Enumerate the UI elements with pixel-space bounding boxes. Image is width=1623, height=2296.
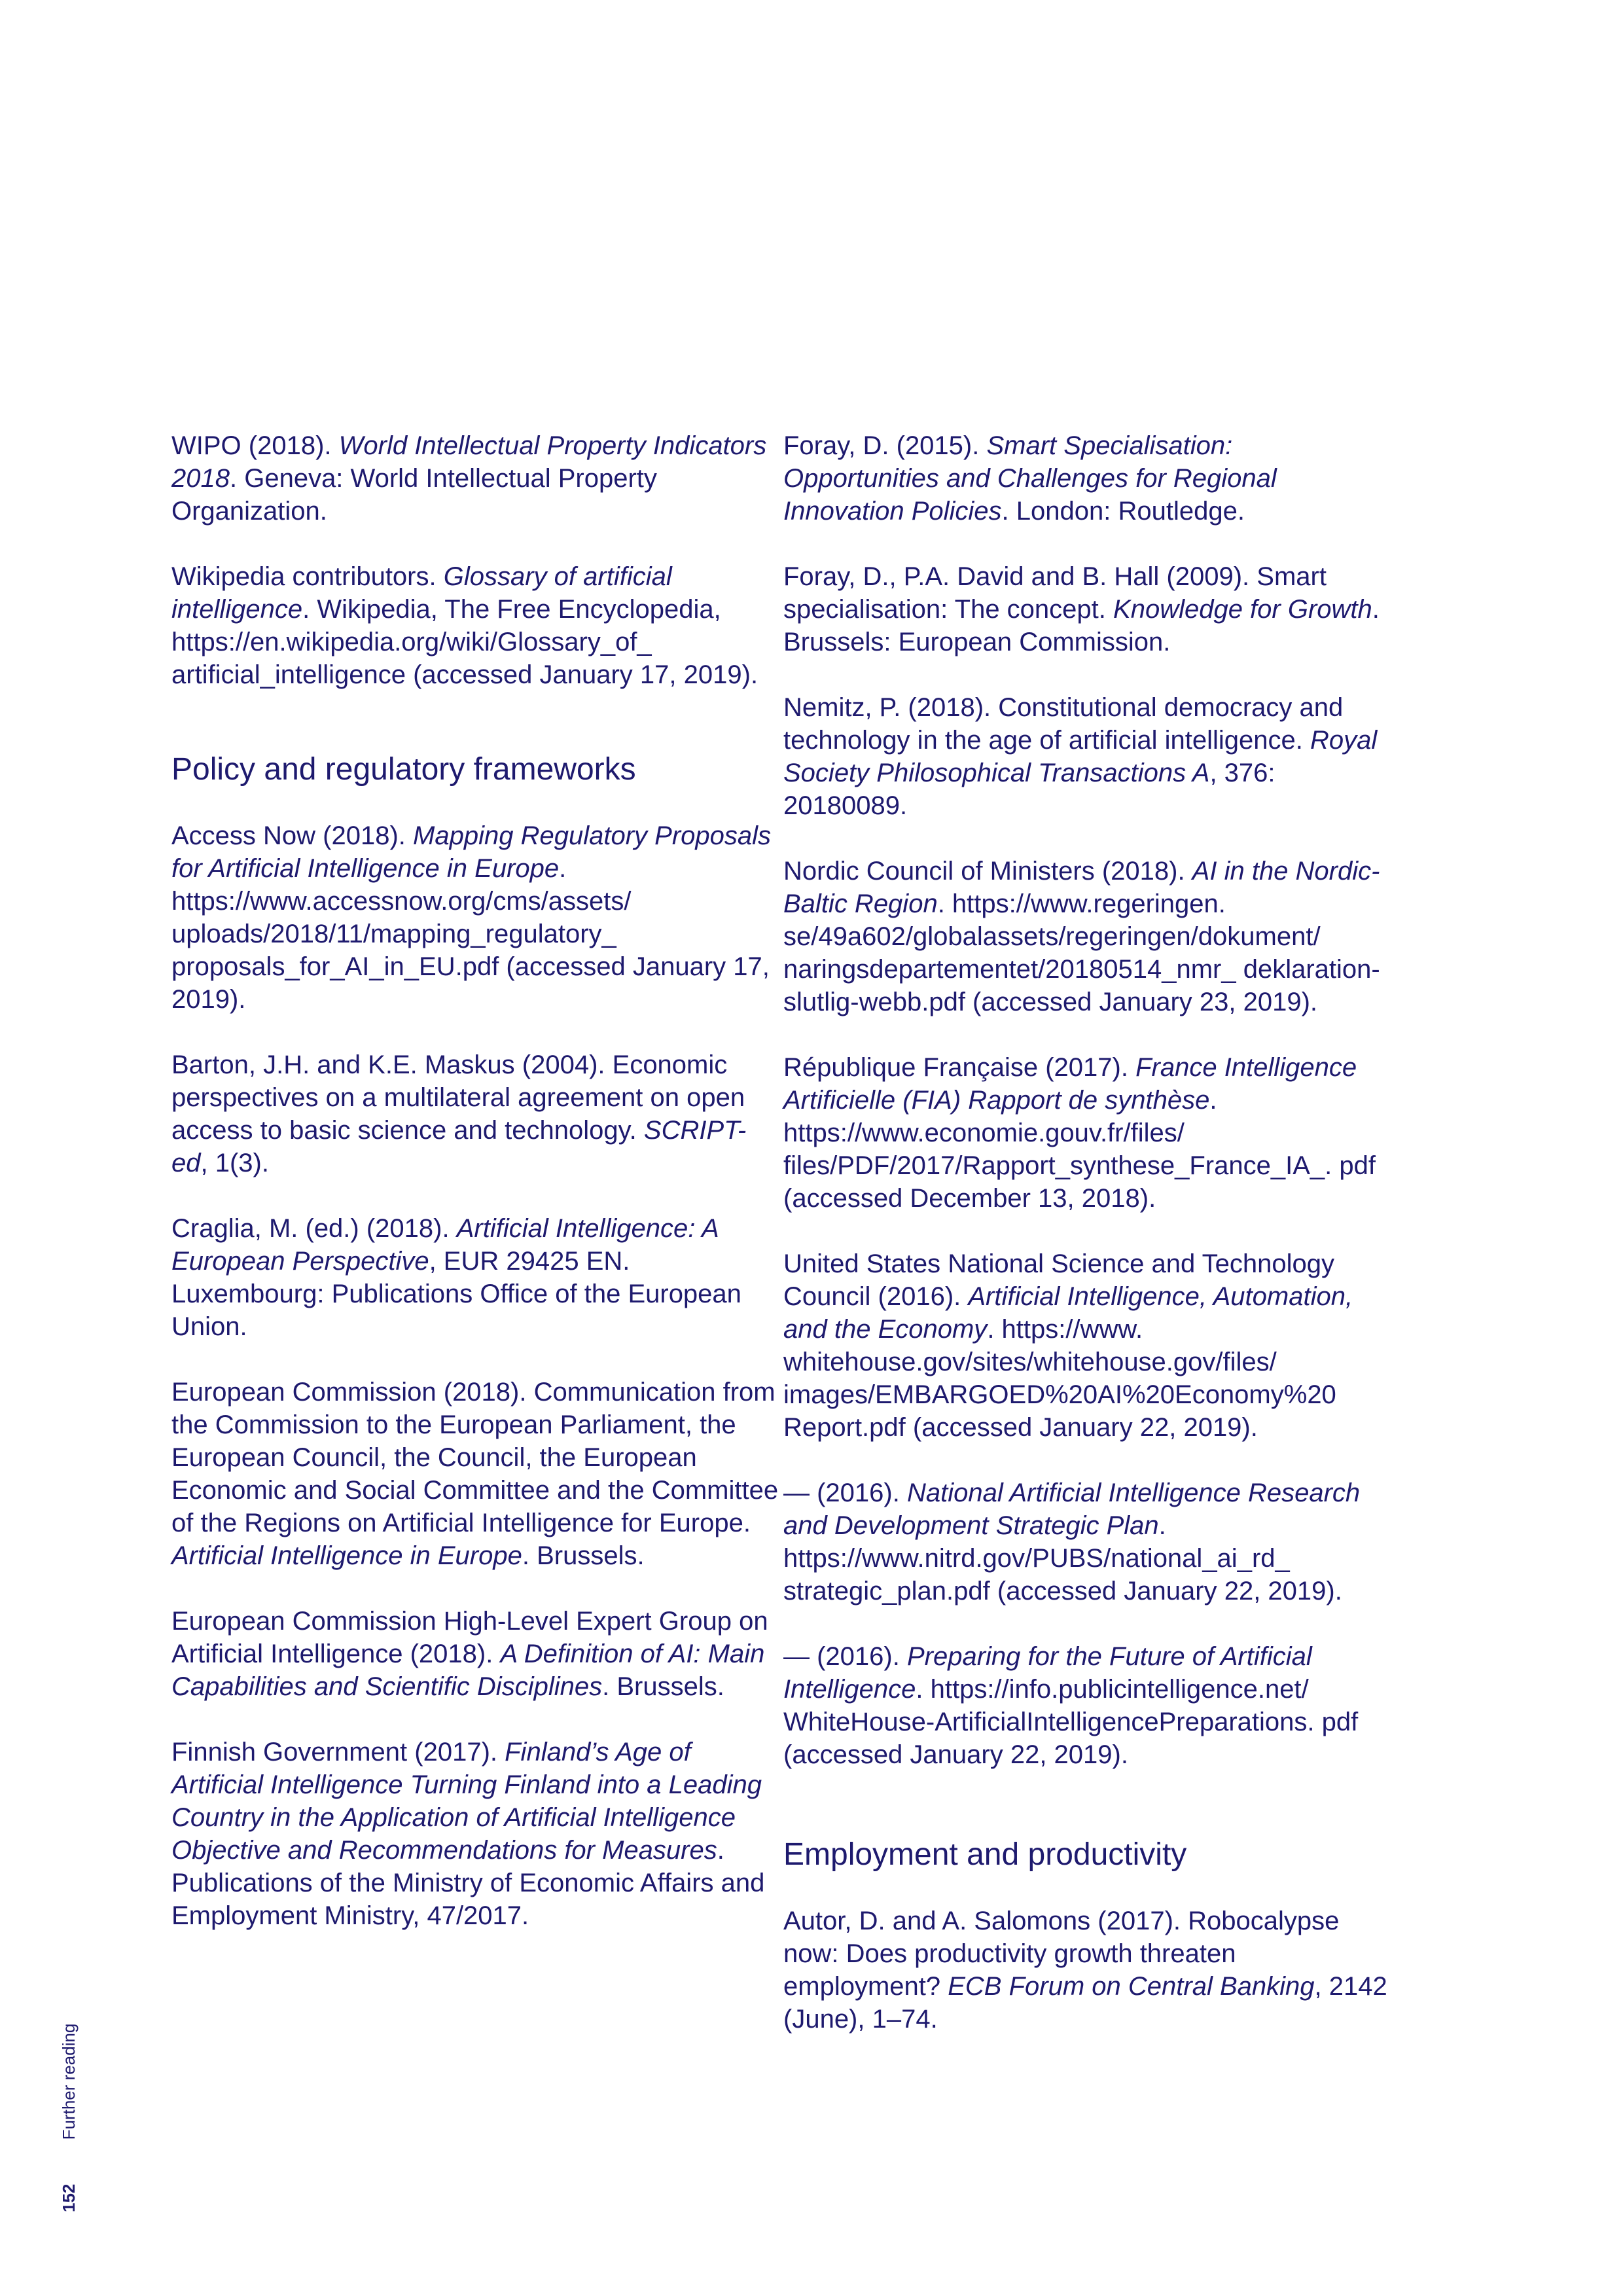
reference-entry — [783, 560, 1392, 658]
reference-text: Foray, D. (2015). — [783, 431, 987, 460]
reference-title: Knowledge for Growth — [1113, 595, 1372, 624]
reference-entry — [783, 1477, 1392, 1607]
reference-text: — (2016). — [783, 1479, 907, 1507]
reference-entry — [783, 1640, 1392, 1771]
reference-text: . https://www.accessnow.org/cms/assets/ uploads/2018/11/mapping_regulatory_ proposals_for_AI_in_EU.pdf (accessed January 17, 2019). — [171, 854, 770, 1014]
reference-entry — [783, 1247, 1392, 1444]
reference-entry — [171, 1376, 780, 1572]
reference-text: . Brussels: European Commission. — [783, 595, 1380, 656]
reference-title: France Intelligence Artificielle (FIA) Rapport de synthèse — [783, 1053, 1357, 1115]
reference-text: . Geneva: World Intellectual Property Organization. — [171, 464, 657, 526]
section-heading-employment: Employment and productivity — [783, 1837, 1187, 1872]
reference-title: Preparing for the Future of Artificial Intelligence — [783, 1642, 1312, 1704]
reference-title: Mapping Regulatory Proposals for Artificial Intelligence in Europe — [171, 821, 772, 883]
reference-title: SCRIPT-ed — [171, 1116, 747, 1177]
reference-text: , 376: 20180089. — [783, 759, 1275, 820]
reference-text: . https://www. whitehouse.gov/sites/whitehouse.gov/files/ images/EMBARGOED%20AI%20Economy%20 Report.pdf (accessed January 22, 2019). — [783, 1315, 1336, 1442]
reference-text: . Brussels. — [522, 1541, 645, 1570]
reference-entry — [783, 691, 1392, 822]
reference-text: , EUR 29425 EN. Luxembourg: Publications Office of the European Union. — [171, 1247, 741, 1341]
left-column — [171, 429, 780, 1965]
reference-text: . Brussels. — [602, 1672, 724, 1701]
reference-entry — [171, 1212, 780, 1343]
reference-title: Smart Specialisation: Opportunities and Challenges for Regional Innovation Policies — [783, 431, 1277, 526]
reference-text: United States National Science and Technology Council (2016). — [783, 1249, 1335, 1311]
section-heading-policy: Policy and regulatory frameworks — [171, 752, 636, 787]
reference-title: National Artificial Intelligence Research and Development Strategic Plan — [783, 1479, 1361, 1540]
reference-text: . https://www.economie.gouv.fr/files/ files/PDF/2017/Rapport_synthese_France_IA_. pdf (accessed December 13, 2018). — [783, 1086, 1376, 1213]
reference-entry — [171, 819, 780, 1016]
reference-text: European Commission (2018). Communication from the Commission to the European Parliament, the European Council, the Council, the European Economic and Social Committee and the Committee of the Regions on Artificial Intelligence for Europe. — [171, 1378, 779, 1537]
reference-text: Finnish Government (2017). — [171, 1738, 505, 1767]
reference-text: Access Now (2018). — [171, 821, 414, 850]
reference-title: Artificial Intelligence in Europe — [171, 1541, 522, 1570]
reference-entry — [171, 429, 780, 528]
reference-text: Autor, D. and A. Salomons (2017). Robocalypse now: Does productivity growth threaten employment? — [783, 1907, 1340, 2001]
reference-text: Foray, D., P.A. David and B. Hall (2009). Smart specialisation: The concept. — [783, 562, 1327, 624]
reference-text: . https://www.nitrd.gov/PUBS/national_ai_rd_ strategic_plan.pdf (accessed January 22, 2019). — [783, 1511, 1342, 1605]
reference-text: République Française (2017). — [783, 1053, 1136, 1082]
reference-title: Finland’s Age of Artificial Intelligence Turning Finland into a Leading Country in the Application of Artificial Intelligence Objective and Recommendations for Measures — [171, 1738, 762, 1865]
reference-title: Glossary of artificial intelligence — [171, 562, 672, 624]
page-number: 152 — [59, 2183, 79, 2212]
reference-text: . https://www.regeringen. se/49a602/globalassets/regeringen/dokument/ naringsdepartementet/20180514_nmr_ deklaration-slutlig-webb.pdf (accessed January 23, 2019). — [783, 889, 1380, 1016]
page-footer — [59, 2024, 79, 2212]
reference-title: Artificial Intelligence: A European Perspective — [171, 1214, 719, 1276]
reference-text: . Wikipedia, The Free Encyclopedia, https://en.wikipedia.org/wiki/Glossary_of_ artificial_intelligence (accessed January 17, 2019). — [171, 595, 758, 689]
reference-entry — [171, 1605, 780, 1703]
right-column — [783, 429, 1392, 2068]
reference-entry — [171, 560, 780, 691]
reference-text: European Commission High-Level Expert Group on Artificial Intelligence (2018). — [171, 1607, 768, 1668]
reference-text: , 1(3). — [200, 1149, 269, 1177]
reference-text: WIPO (2018). — [171, 431, 339, 460]
reference-entry — [171, 1736, 780, 1932]
reference-title: ECB Forum on Central Banking — [948, 1972, 1315, 2001]
reference-title: Artificial Intelligence, Automation, and the Economy — [783, 1282, 1353, 1344]
reference-text: Wikipedia contributors. — [171, 562, 444, 591]
reference-title: Royal Society Philosophical Transactions A — [783, 726, 1378, 787]
reference-text: . https://info.publicintelligence.net/ WhiteHouse-ArtificialIntelligencePreparations. pdf (accessed January 22, 2019). — [783, 1675, 1359, 1769]
reference-text: Craglia, M. (ed.) (2018). — [171, 1214, 457, 1243]
reference-text: Barton, J.H. and K.E. Maskus (2004). Economic perspectives on a multilateral agreement on open access to basic science and technology. — [171, 1050, 745, 1145]
reference-text: — (2016). — [783, 1642, 907, 1671]
reference-entry — [783, 1905, 1392, 2036]
section-label: Further reading — [59, 2023, 79, 2140]
reference-group — [171, 819, 780, 1932]
reference-text: , 2142 (June), 1–74. — [783, 1972, 1387, 2034]
reference-entry — [171, 1049, 780, 1179]
reference-text: . Publications of the Ministry of Economic Affairs and Employment Ministry, 47/2017. — [171, 1836, 765, 1930]
reference-title: World Intellectual Property Indicators 2018 — [171, 431, 767, 493]
reference-title: AI in the Nordic-Baltic Region — [783, 857, 1380, 918]
reference-title: A Definition of AI: Main Capabilities and Scientific Disciplines — [171, 1640, 765, 1701]
reference-text: . London: Routledge. — [1001, 497, 1245, 526]
reference-group — [783, 429, 1392, 1771]
reference-entry — [783, 855, 1392, 1018]
reference-entry — [783, 429, 1392, 528]
reference-entry — [783, 1051, 1392, 1215]
reference-text: Nemitz, P. (2018). Constitutional democracy and technology in the age of artificial intelligence. — [783, 693, 1344, 755]
reference-group — [783, 1905, 1392, 2036]
reference-text: Nordic Council of Ministers (2018). — [783, 857, 1192, 886]
reference-group — [171, 429, 780, 691]
